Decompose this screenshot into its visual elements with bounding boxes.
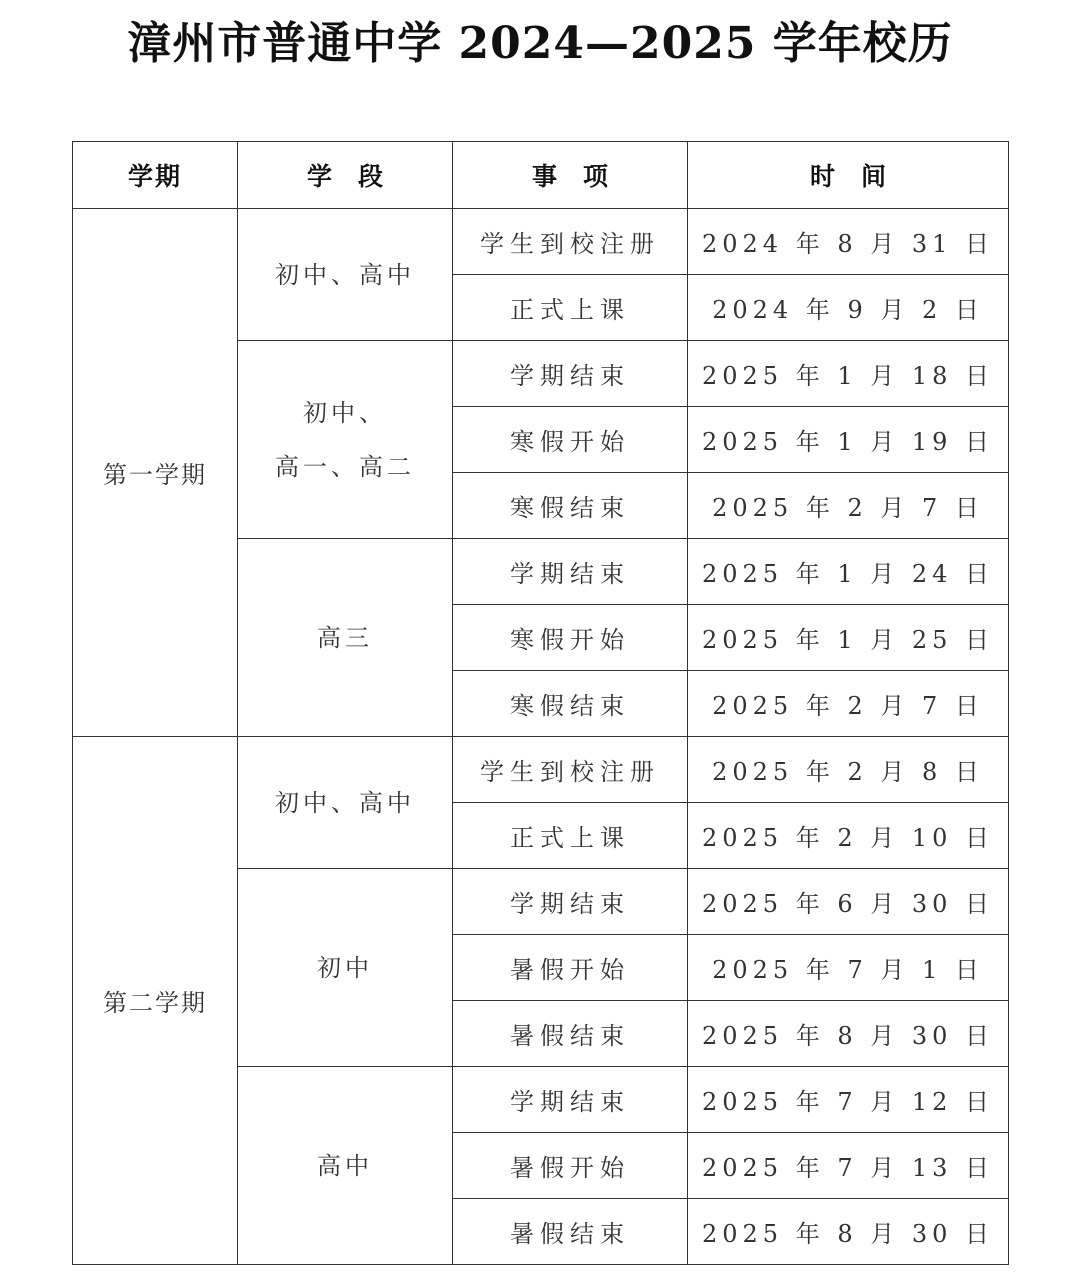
- event-cell: 学期结束: [453, 1067, 688, 1133]
- term-cell: 第一学期: [73, 209, 238, 737]
- event-cell: 正式上课: [453, 803, 688, 869]
- event-cell: 寒假开始: [453, 407, 688, 473]
- table-row: [73, 209, 1009, 275]
- event-cell: 暑假结束: [453, 1199, 688, 1265]
- header-stage: 学段: [238, 142, 453, 209]
- date-cell: 2024 年 9 月 2 日: [688, 275, 1009, 341]
- event-cell: 学期结束: [453, 869, 688, 935]
- date-cell: 2025 年 2 月 7 日: [688, 671, 1009, 737]
- date-cell: 2025 年 7 月 1 日: [688, 935, 1009, 1001]
- event-cell: 学期结束: [453, 539, 688, 605]
- header-time: 时间: [688, 142, 1009, 209]
- stage-line: 高中: [317, 1151, 373, 1180]
- stage-line: 初中: [317, 953, 373, 982]
- date-cell: 2025 年 7 月 13 日: [688, 1133, 1009, 1199]
- event-cell: 暑假结束: [453, 1001, 688, 1067]
- event-cell: 学生到校注册: [453, 209, 688, 275]
- event-cell: 寒假结束: [453, 671, 688, 737]
- school-calendar-table: [72, 141, 1009, 1265]
- stage-cell: [238, 737, 453, 869]
- stage-cell: [238, 209, 453, 341]
- event-cell: 正式上课: [453, 275, 688, 341]
- date-cell: 2025 年 7 月 12 日: [688, 1067, 1009, 1133]
- date-cell: 2025 年 2 月 10 日: [688, 803, 1009, 869]
- date-cell: 2025 年 1 月 25 日: [688, 605, 1009, 671]
- stage-cell: [238, 341, 453, 539]
- header-term: 学期: [73, 142, 238, 209]
- event-cell: 暑假开始: [453, 1133, 688, 1199]
- date-cell: 2024 年 8 月 31 日: [688, 209, 1009, 275]
- date-cell: 2025 年 8 月 30 日: [688, 1199, 1009, 1265]
- term-cell: 第二学期: [73, 737, 238, 1265]
- stage-line: 初中、: [303, 398, 387, 427]
- stage-cell: [238, 1067, 453, 1265]
- header-row: [73, 142, 1009, 209]
- stage-line: 高一、高二: [275, 452, 415, 481]
- event-cell: 暑假开始: [453, 935, 688, 1001]
- stage-line: 初中、高中: [275, 260, 415, 289]
- page-title: 漳州市普通中学 2024—2025 学年校历: [127, 18, 953, 69]
- date-cell: 2025 年 1 月 24 日: [688, 539, 1009, 605]
- event-cell: 学生到校注册: [453, 737, 688, 803]
- stage-cell: [238, 539, 453, 737]
- stage-cell: [238, 869, 453, 1067]
- table-row: [73, 737, 1009, 803]
- date-cell: 2025 年 8 月 30 日: [688, 1001, 1009, 1067]
- event-cell: 学期结束: [453, 341, 688, 407]
- header-event: 事项: [453, 142, 688, 209]
- stage-line: 高三: [317, 623, 373, 652]
- date-cell: 2025 年 2 月 7 日: [688, 473, 1009, 539]
- event-cell: 寒假结束: [453, 473, 688, 539]
- date-cell: 2025 年 1 月 19 日: [688, 407, 1009, 473]
- date-cell: 2025 年 1 月 18 日: [688, 341, 1009, 407]
- calendar-body: [73, 209, 1009, 1265]
- stage-line: 初中、高中: [275, 788, 415, 817]
- date-cell: 2025 年 2 月 8 日: [688, 737, 1009, 803]
- date-cell: 2025 年 6 月 30 日: [688, 869, 1009, 935]
- event-cell: 寒假开始: [453, 605, 688, 671]
